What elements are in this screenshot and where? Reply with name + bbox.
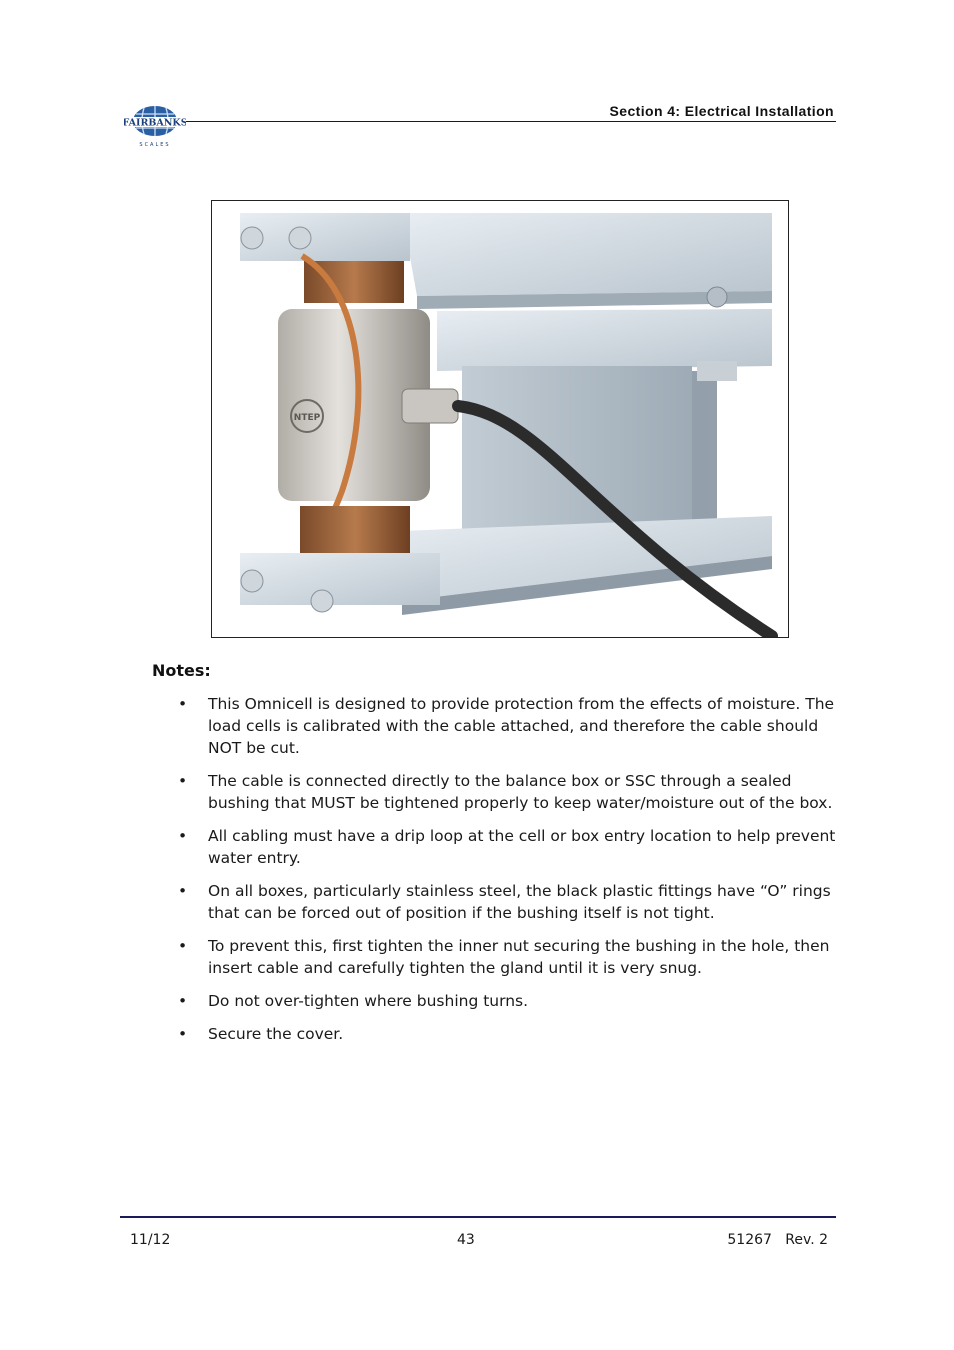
page-number: 43 (457, 1232, 475, 1248)
bullet-icon: • (178, 1025, 188, 1043)
list-item: • All cabling must have a drip loop at the cell or box entry location to help prevent water entry. (178, 827, 836, 867)
omnicell-photo (211, 200, 789, 638)
list-item: • Do not over-tighten where bushing turns. (178, 992, 529, 1010)
bullet-icon: • (178, 827, 188, 845)
bullet-icon: • (178, 937, 188, 955)
notes-list (178, 693, 848, 1056)
footer-date: 11/12 (130, 1232, 171, 1248)
svg-text:SCALES: SCALES (139, 142, 171, 148)
fairbanks-logo (124, 103, 186, 149)
footer-rule (120, 1216, 836, 1218)
header-rule (186, 121, 836, 122)
list-item: • To prevent this, first tighten the inner nut securing the bushing in the hole, then insert cable and carefully tighten the gland until it is very snug. (178, 937, 830, 977)
list-item: • On all boxes, particularly stainless steel, the black plastic fittings have “O” rings that can be forced out of position if the bushing itself is not tight. (178, 882, 831, 922)
bullet-icon: • (178, 772, 188, 790)
doc-number: 51267 Rev. 2 (727, 1232, 828, 1248)
bullet-icon: • (178, 992, 188, 1010)
list-item: • Secure the cover. (178, 1025, 344, 1043)
list-item: • This Omnicell is designed to provide protection from the effects of moisture. The load cells is calibrated with the cable attached, and therefore the cable should NOT be cut. (178, 695, 835, 757)
bullet-icon: • (178, 695, 188, 713)
list-item: • The cable is connected directly to the balance box or SSC through a sealed bushing that MUST be tightened properly to keep water/moisture out of the box. (178, 772, 833, 812)
svg-text:FAIRBANKS: FAIRBANKS (124, 117, 186, 129)
svg-text:NTEP: NTEP (293, 413, 321, 423)
section-title: Section 4: Electrical Installation (609, 103, 834, 119)
notes-heading: Notes: (152, 661, 211, 680)
bullet-icon: • (178, 882, 188, 900)
